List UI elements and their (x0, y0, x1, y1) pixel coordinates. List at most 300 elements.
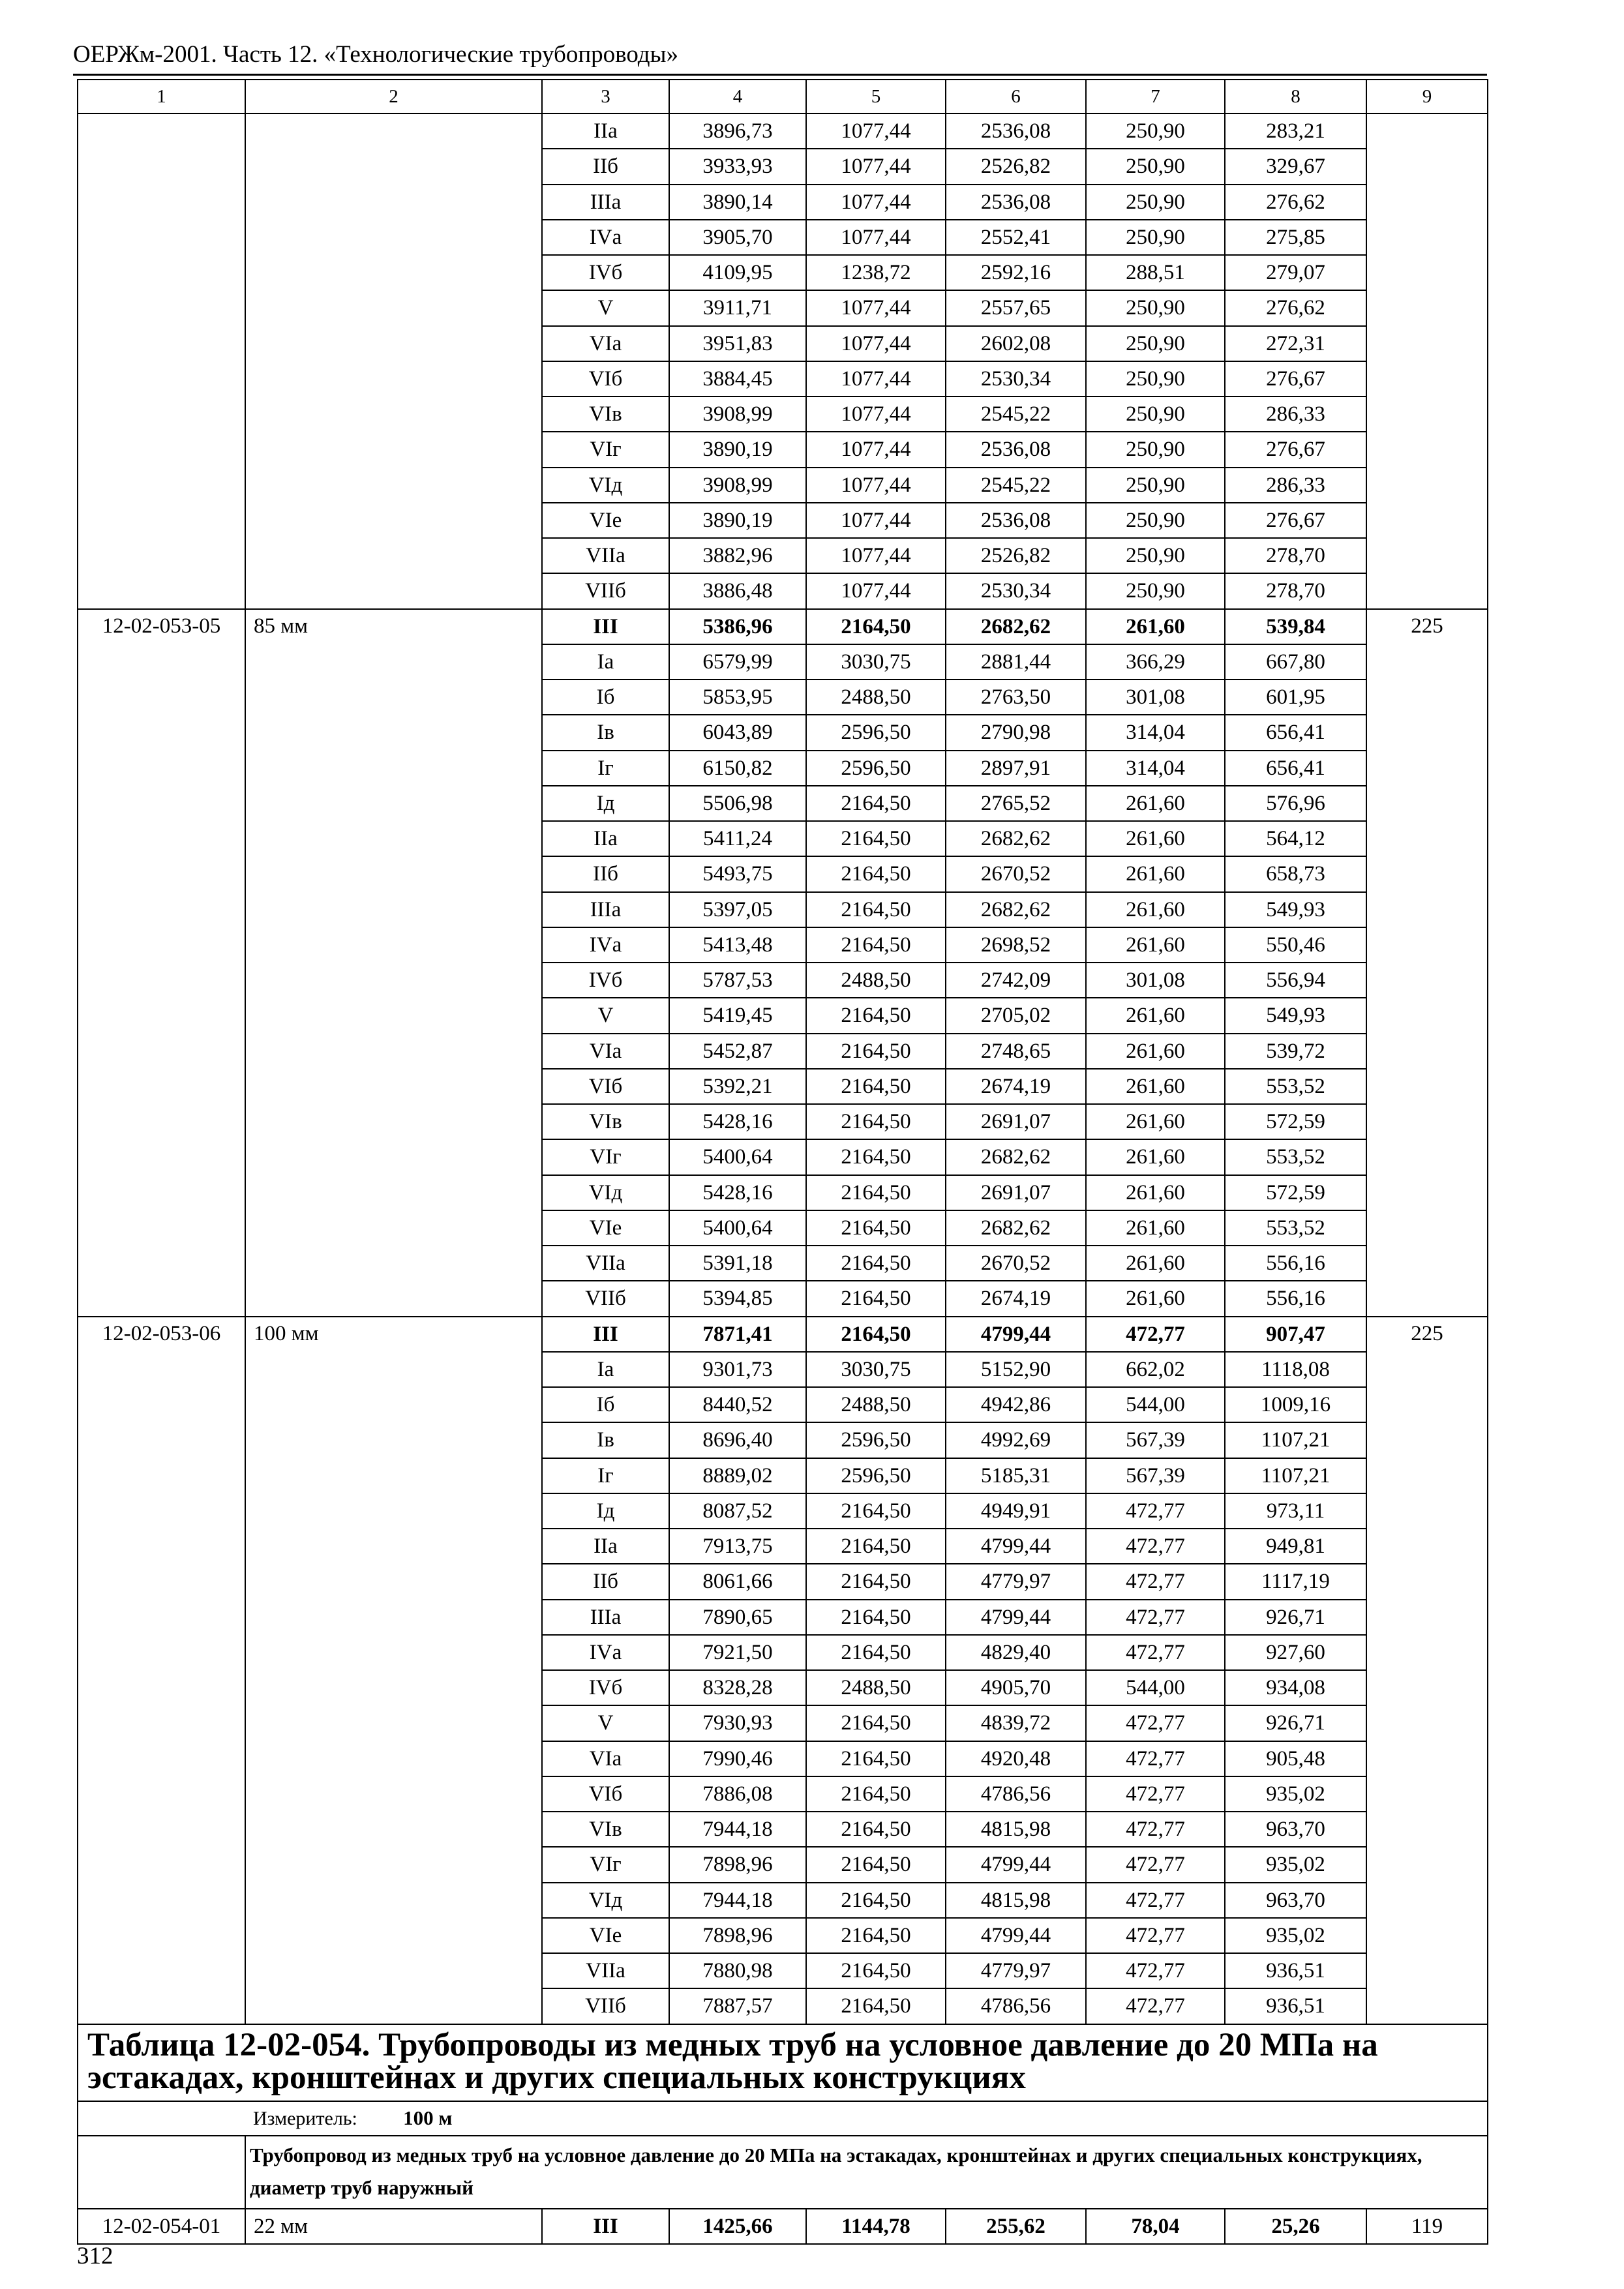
materials-cost: 907,47 (1225, 1317, 1366, 1352)
total-cost: 5452,87 (669, 1034, 806, 1069)
labor-category: 225 (1366, 609, 1488, 1317)
materials-cost: 1118,08 (1225, 1352, 1366, 1387)
machinist-wages: 288,51 (1086, 255, 1225, 290)
zone-label: VIб (542, 361, 669, 396)
machinist-wages: 261,60 (1086, 1246, 1225, 1281)
machinist-wages: 250,90 (1086, 149, 1225, 184)
total-cost: 5394,85 (669, 1281, 806, 1316)
table-054-title-row (78, 2024, 1488, 2101)
machinist-wages: 472,77 (1086, 1317, 1225, 1352)
rates-table-body (78, 80, 1488, 2024)
zone-label: Iа (542, 1352, 669, 1387)
materials-cost: 601,95 (1225, 680, 1366, 715)
materials-cost: 576,96 (1225, 786, 1366, 821)
materials-cost: 658,73 (1225, 856, 1366, 891)
wages: 2596,50 (806, 1458, 946, 1493)
machine-cost: 255,62 (946, 2209, 1086, 2244)
wages: 1077,44 (806, 220, 946, 255)
wages: 2164,50 (806, 1705, 946, 1741)
machinist-wages: 301,08 (1086, 963, 1225, 998)
machine-cost: 2536,08 (946, 113, 1086, 149)
total-cost: 3884,45 (669, 361, 806, 396)
pipe-diameter: 85 мм (245, 609, 542, 1317)
header-rule (73, 74, 1487, 76)
machine-cost: 2881,44 (946, 644, 1086, 680)
machine-cost: 2526,82 (946, 149, 1086, 184)
materials-cost: 564,12 (1225, 821, 1366, 856)
machine-cost: 2682,62 (946, 609, 1086, 644)
labor-category (1366, 113, 1488, 609)
wages: 1077,44 (806, 149, 946, 184)
total-cost: 5400,64 (669, 1139, 806, 1174)
wages: 1077,44 (806, 538, 946, 573)
machinist-wages: 472,77 (1086, 1812, 1225, 1847)
machinist-wages: 250,90 (1086, 290, 1225, 325)
zone-label: V (542, 998, 669, 1033)
zone-label: IIа (542, 113, 669, 149)
wages: 2164,50 (806, 786, 946, 821)
materials-cost: 276,67 (1225, 503, 1366, 538)
machinist-wages: 472,77 (1086, 1600, 1225, 1635)
materials-cost: 276,62 (1225, 290, 1366, 325)
machine-cost: 2557,65 (946, 290, 1086, 325)
total-cost: 3951,83 (669, 326, 806, 361)
zone-label: VIа (542, 326, 669, 361)
machine-cost: 4829,40 (946, 1635, 1086, 1670)
machine-cost: 2748,65 (946, 1034, 1086, 1069)
wages: 2488,50 (806, 1387, 946, 1422)
wages: 2164,50 (806, 1564, 946, 1599)
wages: 2164,50 (806, 1139, 946, 1174)
materials-cost: 926,71 (1225, 1705, 1366, 1741)
zone-label: Iв (542, 715, 669, 750)
zone-label: VIIб (542, 573, 669, 608)
rate-code: 12-02-054-01 (78, 2209, 245, 2244)
materials-cost: 572,59 (1225, 1104, 1366, 1139)
pipe-diameter: 22 мм (245, 2209, 542, 2244)
wages: 2164,50 (806, 892, 946, 927)
zone-label: Iг (542, 1458, 669, 1493)
column-number: 8 (1225, 80, 1366, 113)
zone-label: IIа (542, 821, 669, 856)
wages: 2164,50 (806, 856, 946, 891)
page-header-title: ОЕРЖм-2001. Часть 12. «Технологические трубопроводы» (73, 41, 678, 68)
wages: 2164,50 (806, 1104, 946, 1139)
table-row (78, 1317, 1488, 1352)
materials-cost: 656,41 (1225, 715, 1366, 750)
table-054-section (78, 2024, 1488, 2244)
machinist-wages: 261,60 (1086, 609, 1225, 644)
materials-cost: 936,51 (1225, 1988, 1366, 2024)
total-cost: 8696,40 (669, 1422, 806, 1458)
total-cost: 6043,89 (669, 715, 806, 750)
materials-cost: 278,70 (1225, 573, 1366, 608)
zone-label: IIIа (542, 1600, 669, 1635)
machine-cost: 5185,31 (946, 1458, 1086, 1493)
machinist-wages: 250,90 (1086, 361, 1225, 396)
zone-label: VIг (542, 1847, 669, 1882)
total-cost: 8328,28 (669, 1670, 806, 1705)
machine-cost: 4799,44 (946, 1918, 1086, 1953)
machinist-wages: 301,08 (1086, 680, 1225, 715)
wages: 2164,50 (806, 1493, 946, 1529)
materials-cost: 286,33 (1225, 468, 1366, 503)
machine-cost: 2705,02 (946, 998, 1086, 1033)
total-cost: 5428,16 (669, 1175, 806, 1210)
zone-label: VIд (542, 1883, 669, 1918)
rate-code: 12-02-053-06 (78, 1317, 245, 2024)
machinist-wages: 544,00 (1086, 1670, 1225, 1705)
table-054-title: Таблица 12-02-054. Трубопроводы из медных труб на условное давление до 20 МПа на эстакадах, кронштейнах и других специальных конструкциях (78, 2024, 1488, 2101)
zone-label: IVб (542, 1670, 669, 1705)
machine-cost: 4839,72 (946, 1705, 1086, 1741)
total-cost: 1425,66 (669, 2209, 806, 2244)
column-number: 2 (245, 80, 542, 113)
wages: 2164,50 (806, 998, 946, 1033)
zone-label: Iг (542, 751, 669, 786)
materials-cost: 556,16 (1225, 1246, 1366, 1281)
total-cost: 7930,93 (669, 1705, 806, 1741)
wages: 1077,44 (806, 290, 946, 325)
wages: 1077,44 (806, 185, 946, 220)
machinist-wages: 472,77 (1086, 1564, 1225, 1599)
machine-cost: 4905,70 (946, 1670, 1086, 1705)
machine-cost: 4799,44 (946, 1529, 1086, 1564)
meter-label: Измеритель: (253, 2107, 357, 2129)
group-description: Трубопровод из медных труб на условное давление до 20 МПа на эстакадах, кронштейнах и других специальных конструкциях, диаметр труб наружный (245, 2136, 1488, 2209)
table-row-12-02-054-01 (78, 2209, 1488, 2244)
zone-label: VIв (542, 396, 669, 432)
machinist-wages: 314,04 (1086, 715, 1225, 750)
machinist-wages: 261,60 (1086, 1175, 1225, 1210)
wages: 1144,78 (806, 2209, 946, 2244)
machinist-wages: 261,60 (1086, 998, 1225, 1033)
machine-cost: 2682,62 (946, 821, 1086, 856)
materials-cost: 549,93 (1225, 892, 1366, 927)
total-cost: 7944,18 (669, 1812, 806, 1847)
zone-label: III (542, 2209, 669, 2244)
machine-cost: 2545,22 (946, 396, 1086, 432)
machine-cost: 2790,98 (946, 715, 1086, 750)
wages: 2164,50 (806, 821, 946, 856)
wages: 2164,50 (806, 1918, 946, 1953)
machinist-wages: 261,60 (1086, 927, 1225, 963)
machinist-wages: 314,04 (1086, 751, 1225, 786)
wages: 1238,72 (806, 255, 946, 290)
materials-cost: 935,02 (1225, 1918, 1366, 1953)
total-cost: 7944,18 (669, 1883, 806, 1918)
total-cost: 5391,18 (669, 1246, 806, 1281)
machine-cost: 2763,50 (946, 680, 1086, 715)
wages: 2164,50 (806, 1210, 946, 1246)
materials-cost: 1117,19 (1225, 1564, 1366, 1599)
materials-cost: 549,93 (1225, 998, 1366, 1033)
machine-cost: 2545,22 (946, 468, 1086, 503)
wages: 2164,50 (806, 1635, 946, 1670)
total-cost: 5411,24 (669, 821, 806, 856)
machinist-wages: 544,00 (1086, 1387, 1225, 1422)
machine-cost: 2674,19 (946, 1069, 1086, 1104)
wages: 2488,50 (806, 1670, 946, 1705)
column-number-row (78, 80, 1488, 113)
materials-cost: 539,84 (1225, 609, 1366, 644)
materials-cost: 556,94 (1225, 963, 1366, 998)
total-cost: 6579,99 (669, 644, 806, 680)
wages: 2164,50 (806, 1034, 946, 1069)
zone-label: Iв (542, 1422, 669, 1458)
machine-cost: 2552,41 (946, 220, 1086, 255)
materials-cost: 1107,21 (1225, 1422, 1366, 1458)
machinist-wages: 250,90 (1086, 432, 1225, 467)
zone-label: VIIа (542, 1953, 669, 1988)
wages: 1077,44 (806, 432, 946, 467)
wages: 2164,50 (806, 1175, 946, 1210)
total-cost: 5506,98 (669, 786, 806, 821)
machine-cost: 4779,97 (946, 1564, 1086, 1599)
total-cost: 7990,46 (669, 1741, 806, 1776)
zone-label: VIд (542, 468, 669, 503)
wages: 2596,50 (806, 751, 946, 786)
labor-category: 225 (1366, 1317, 1488, 2024)
machinist-wages: 472,77 (1086, 1918, 1225, 1953)
table-row (78, 113, 1488, 149)
column-number: 7 (1086, 80, 1225, 113)
meter-cell (245, 2101, 1488, 2136)
total-cost: 3911,71 (669, 290, 806, 325)
pipe-diameter: 100 мм (245, 1317, 542, 2024)
materials-cost: 656,41 (1225, 751, 1366, 786)
total-cost: 3890,14 (669, 185, 806, 220)
machinist-wages: 261,60 (1086, 1210, 1225, 1246)
total-cost: 3905,70 (669, 220, 806, 255)
machinist-wages: 567,39 (1086, 1458, 1225, 1493)
machinist-wages: 250,90 (1086, 113, 1225, 149)
wages: 2596,50 (806, 1422, 946, 1458)
machinist-wages: 662,02 (1086, 1352, 1225, 1387)
total-cost: 5493,75 (669, 856, 806, 891)
wages: 2164,50 (806, 1069, 946, 1104)
materials-cost: 1107,21 (1225, 1458, 1366, 1493)
materials-cost: 553,52 (1225, 1210, 1366, 1246)
wages: 3030,75 (806, 644, 946, 680)
column-number: 3 (542, 80, 669, 113)
materials-cost: 572,59 (1225, 1175, 1366, 1210)
materials-cost: 926,71 (1225, 1600, 1366, 1635)
zone-label: VIIа (542, 1246, 669, 1281)
machinist-wages: 472,77 (1086, 1883, 1225, 1918)
zone-label: IIб (542, 149, 669, 184)
total-cost: 3882,96 (669, 538, 806, 573)
total-cost: 5419,45 (669, 998, 806, 1033)
materials-cost: 667,80 (1225, 644, 1366, 680)
total-cost: 5386,96 (669, 609, 806, 644)
zone-label: IIIа (542, 185, 669, 220)
machine-cost: 2742,09 (946, 963, 1086, 998)
machine-cost: 2602,08 (946, 326, 1086, 361)
machine-cost: 4779,97 (946, 1953, 1086, 1988)
materials-cost: 329,67 (1225, 149, 1366, 184)
machine-cost: 2536,08 (946, 185, 1086, 220)
total-cost: 7886,08 (669, 1776, 806, 1812)
total-cost: 5853,95 (669, 680, 806, 715)
machine-cost: 4799,44 (946, 1847, 1086, 1882)
materials-cost: 1009,16 (1225, 1387, 1366, 1422)
zone-label: V (542, 290, 669, 325)
zone-label: IVб (542, 255, 669, 290)
wages: 2164,50 (806, 1281, 946, 1316)
machinist-wages: 250,90 (1086, 220, 1225, 255)
zone-label: Iд (542, 786, 669, 821)
machine-cost: 4815,98 (946, 1812, 1086, 1847)
wages: 1077,44 (806, 361, 946, 396)
column-number: 9 (1366, 80, 1488, 113)
machine-cost: 4786,56 (946, 1988, 1086, 2024)
materials-cost: 934,08 (1225, 1670, 1366, 1705)
zone-label: VIIб (542, 1988, 669, 2024)
machine-cost: 2691,07 (946, 1175, 1086, 1210)
materials-cost: 973,11 (1225, 1493, 1366, 1529)
wages: 2488,50 (806, 963, 946, 998)
machinist-wages: 250,90 (1086, 573, 1225, 608)
total-cost: 8087,52 (669, 1493, 806, 1529)
total-cost: 3908,99 (669, 396, 806, 432)
materials-cost: 927,60 (1225, 1635, 1366, 1670)
total-cost: 7921,50 (669, 1635, 806, 1670)
machinist-wages: 261,60 (1086, 892, 1225, 927)
zone-label: IVа (542, 220, 669, 255)
wages: 2164,50 (806, 1600, 946, 1635)
wages: 1077,44 (806, 468, 946, 503)
machine-cost: 4786,56 (946, 1776, 1086, 1812)
column-number: 1 (78, 80, 245, 113)
rate-code (78, 113, 245, 609)
wages: 2164,50 (806, 927, 946, 963)
wages: 2164,50 (806, 1741, 946, 1776)
machine-cost: 2682,62 (946, 1139, 1086, 1174)
total-cost: 5787,53 (669, 963, 806, 998)
machinist-wages: 250,90 (1086, 468, 1225, 503)
materials-cost: 279,07 (1225, 255, 1366, 290)
wages: 2488,50 (806, 680, 946, 715)
machinist-wages: 78,04 (1086, 2209, 1225, 2244)
zone-label: IVа (542, 1635, 669, 1670)
column-number: 6 (946, 80, 1086, 113)
zone-label: VIб (542, 1776, 669, 1812)
total-cost: 7898,96 (669, 1918, 806, 1953)
machinist-wages: 250,90 (1086, 185, 1225, 220)
wages: 2164,50 (806, 1883, 946, 1918)
total-cost: 9301,73 (669, 1352, 806, 1387)
wages: 2596,50 (806, 715, 946, 750)
machinist-wages: 472,77 (1086, 1705, 1225, 1741)
materials-cost: 963,70 (1225, 1812, 1366, 1847)
zone-label: IIб (542, 856, 669, 891)
wages: 1077,44 (806, 396, 946, 432)
materials-cost: 275,85 (1225, 220, 1366, 255)
machine-cost: 2897,91 (946, 751, 1086, 786)
zone-label: Iд (542, 1493, 669, 1529)
total-cost: 5400,64 (669, 1210, 806, 1246)
pipe-diameter (245, 113, 542, 609)
zone-label: Iб (542, 680, 669, 715)
materials-cost: 936,51 (1225, 1953, 1366, 1988)
total-cost: 5413,48 (669, 927, 806, 963)
table-row (78, 609, 1488, 644)
machinist-wages: 472,77 (1086, 1847, 1225, 1882)
wages: 1077,44 (806, 573, 946, 608)
materials-cost: 276,67 (1225, 432, 1366, 467)
materials-cost: 278,70 (1225, 538, 1366, 573)
zone-label: IVб (542, 963, 669, 998)
zone-label: VIг (542, 1139, 669, 1174)
zone-label: Iб (542, 1387, 669, 1422)
materials-cost: 553,52 (1225, 1139, 1366, 1174)
labor-category: 119 (1366, 2209, 1488, 2244)
total-cost: 7913,75 (669, 1529, 806, 1564)
machine-cost: 4815,98 (946, 1883, 1086, 1918)
machine-cost: 2765,52 (946, 786, 1086, 821)
machinist-wages: 250,90 (1086, 326, 1225, 361)
machinist-wages: 366,29 (1086, 644, 1225, 680)
materials-cost: 550,46 (1225, 927, 1366, 963)
materials-cost: 276,67 (1225, 361, 1366, 396)
machine-cost: 2536,08 (946, 432, 1086, 467)
machinist-wages: 472,77 (1086, 1953, 1225, 1988)
zone-label: VIд (542, 1175, 669, 1210)
machine-cost: 2670,52 (946, 856, 1086, 891)
total-cost: 8440,52 (669, 1387, 806, 1422)
wages: 2164,50 (806, 609, 946, 644)
machinist-wages: 250,90 (1086, 503, 1225, 538)
wages: 2164,50 (806, 1847, 946, 1882)
total-cost: 3908,99 (669, 468, 806, 503)
wages: 2164,50 (806, 1776, 946, 1812)
machinist-wages: 472,77 (1086, 1635, 1225, 1670)
total-cost: 7887,57 (669, 1988, 806, 2024)
wages: 2164,50 (806, 1246, 946, 1281)
wages: 1077,44 (806, 113, 946, 149)
materials-cost: 283,21 (1225, 113, 1366, 149)
materials-cost: 25,26 (1225, 2209, 1366, 2244)
materials-cost: 286,33 (1225, 396, 1366, 432)
materials-cost: 553,52 (1225, 1069, 1366, 1104)
total-cost: 7890,65 (669, 1600, 806, 1635)
rates-table (77, 79, 1488, 2245)
machinist-wages: 261,60 (1086, 786, 1225, 821)
materials-cost: 963,70 (1225, 1883, 1366, 1918)
column-number: 4 (669, 80, 806, 113)
machinist-wages: 261,60 (1086, 856, 1225, 891)
wages: 2164,50 (806, 1317, 946, 1352)
zone-label: VIб (542, 1069, 669, 1104)
materials-cost: 539,72 (1225, 1034, 1366, 1069)
machinist-wages: 261,60 (1086, 821, 1225, 856)
machinist-wages: 261,60 (1086, 1139, 1225, 1174)
machinist-wages: 472,77 (1086, 1988, 1225, 2024)
total-cost: 4109,95 (669, 255, 806, 290)
machine-cost: 4942,86 (946, 1387, 1086, 1422)
column-number: 5 (806, 80, 946, 113)
machine-cost: 2526,82 (946, 538, 1086, 573)
wages: 2164,50 (806, 1988, 946, 2024)
machine-cost: 4920,48 (946, 1741, 1086, 1776)
materials-cost: 949,81 (1225, 1529, 1366, 1564)
zone-label: VIIб (542, 1281, 669, 1316)
zone-label: VIе (542, 503, 669, 538)
machine-cost: 2682,62 (946, 892, 1086, 927)
zone-label: IIа (542, 1529, 669, 1564)
total-cost: 7871,41 (669, 1317, 806, 1352)
